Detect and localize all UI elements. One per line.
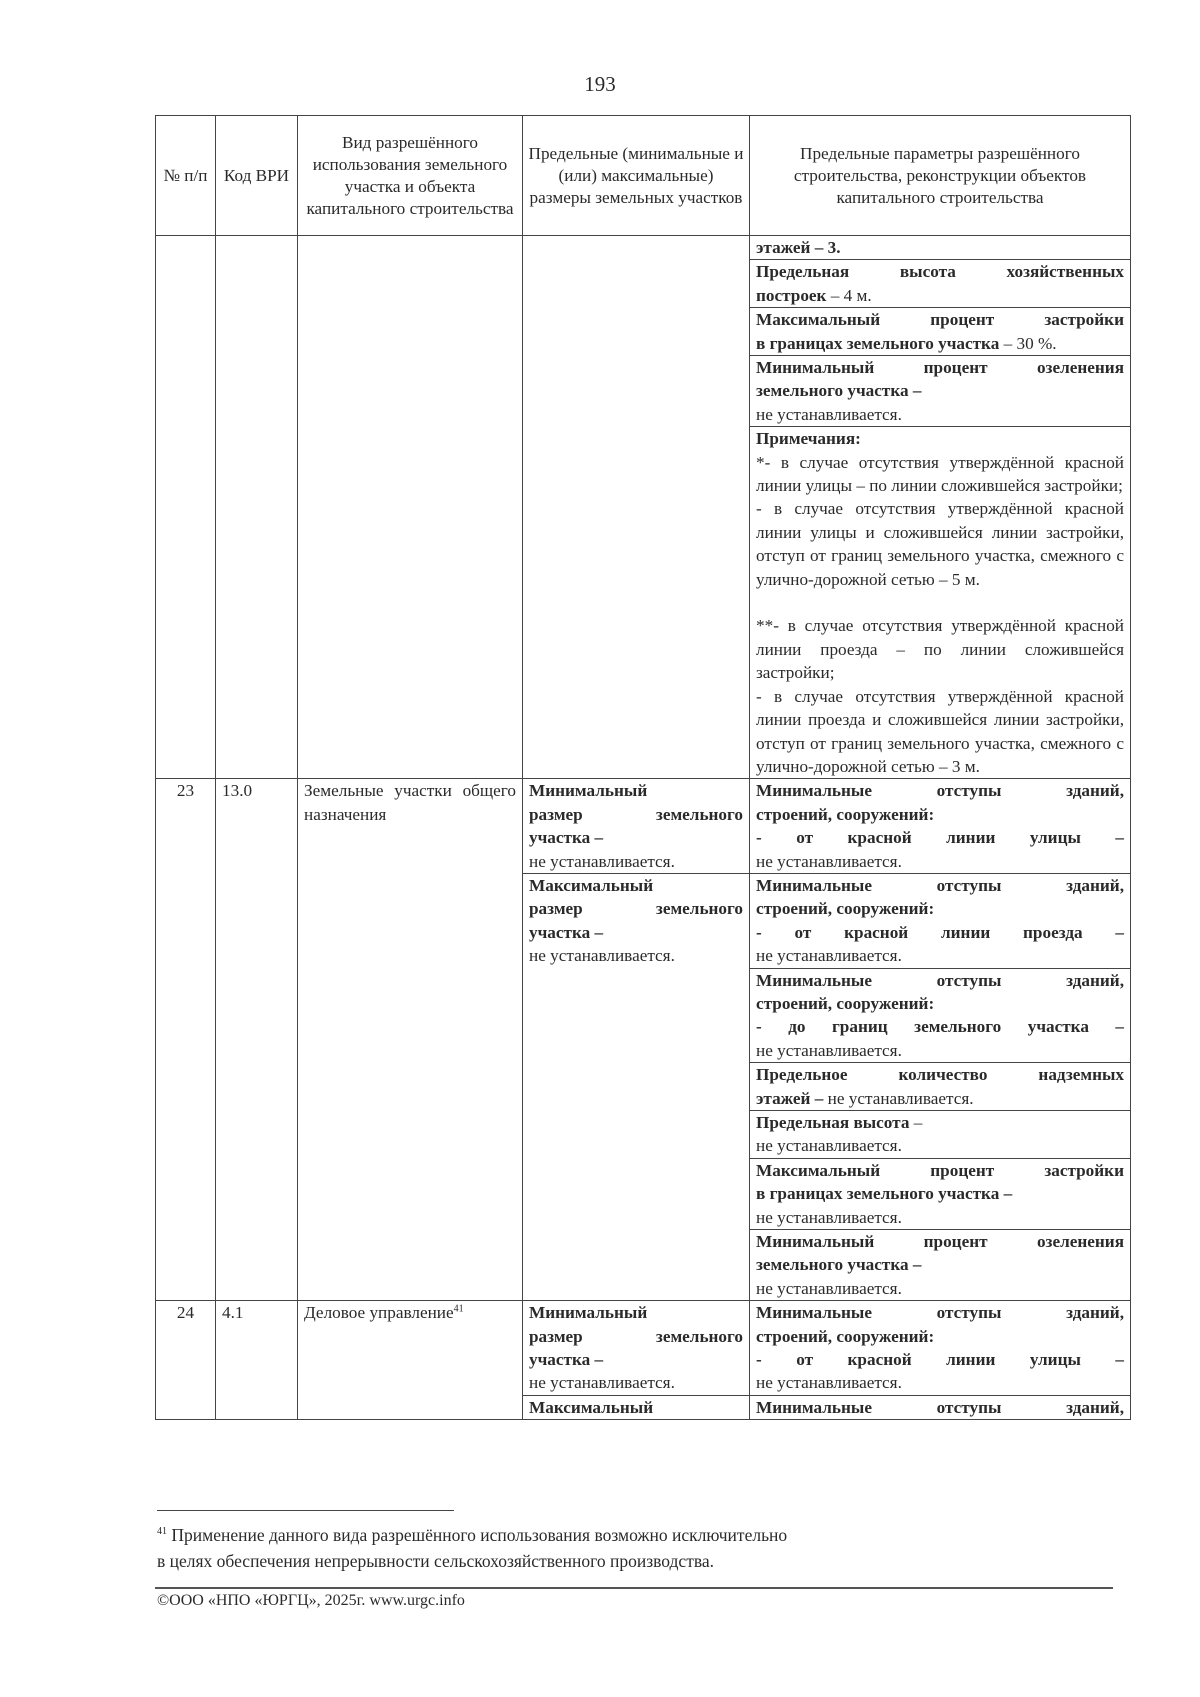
header-parameters: Предельные параметры разрешённого строительства, реконструкции объектов капитального строительства <box>750 116 1131 236</box>
page-number: 193 <box>584 72 616 96</box>
note-item: - в случае отсутствия утверждённой красной линии проезда и сложившейся линии застройки, отступ от границ земельного участка, смежного с улично-дорожной сетью – 3 м. <box>756 686 1124 776</box>
row-number: 23 <box>156 779 216 1301</box>
param-build-percent: Максимальный процент застройки в границах земельного участка – 30 %. <box>750 307 1130 355</box>
table-row <box>156 1301 1131 1420</box>
param-green-percent: Минимальный процент озеленения земельного участка – не устанавливается. <box>750 1229 1130 1300</box>
table-row <box>156 779 1131 1301</box>
footnote-number: 41 <box>157 1526 167 1538</box>
parameters-cell <box>750 1301 1131 1420</box>
row-code: 4.1 <box>216 1301 298 1420</box>
param-build-percent: Максимальный процент застройки в границах земельного участка – не устанавливается. <box>750 1158 1130 1229</box>
param-setback-driveway: Минимальные отступы зданий, строений, сооружений: - от красной линии проезда – не устанавливается. <box>750 873 1130 968</box>
copyright: ©ООО «НПО «ЮРГЦ», 2025г. www.urgc.info <box>157 1592 465 1609</box>
header-use-type: Вид разрешённого использования земельного участка и объекта капитального строительства <box>298 116 523 236</box>
header-plot-sizes: Предельные (минимальные и (или) максимальные) размеры земельных участков <box>523 116 750 236</box>
footnote-ref: 41 <box>453 1303 464 1315</box>
regulations-table <box>155 115 1131 1420</box>
footnote: $^{41}$ Применение данного вида разрешённого использования возможно исключительно в целях обеспечения непрерывности сельскохозяйственного производства. <box>157 1525 788 1571</box>
notes-title: Примечания: <box>756 429 861 449</box>
parameters-cell <box>750 236 1131 779</box>
note-item: **- в случае отсутствия утверждённой красной линии проезда – по линии сложившейся застройки; <box>756 616 1124 683</box>
header-code: Код ВРИ <box>216 116 298 236</box>
footer-divider <box>155 1587 1113 1589</box>
row-use-type: Деловое управление$^{41}$ <box>298 1301 523 1420</box>
note-item: *- в случае отсутствия утверждённой красной линии улицы – по линии сложившейся застройки; <box>756 452 1124 496</box>
max-plot-size: Максимальный <box>523 1395 749 1419</box>
table-row <box>156 236 1131 779</box>
param-setback-street: Минимальные отступы зданий, строений, сооружений: - от красной линии улицы – не устанавливается. <box>756 1303 1124 1393</box>
param-floors: Предельное количество надземных этажей – не устанавливается. <box>750 1062 1130 1110</box>
row-number: 24 <box>156 1301 216 1420</box>
plot-sizes-cell <box>523 779 750 1301</box>
param-height: Предельная высота хозяйственных построек – 4 м. <box>750 259 1130 307</box>
param-setback-driveway: Минимальные отступы зданий, <box>750 1395 1130 1419</box>
max-plot-size: Максимальный размер земельного участка – не устанавливается. <box>523 873 749 968</box>
header-number: № п/п <box>156 116 216 236</box>
param-setback-boundary: Минимальные отступы зданий, строений, сооружений: - до границ земельного участка – не устанавливается. <box>750 968 1130 1063</box>
parameters-cell <box>750 779 1131 1301</box>
plot-sizes-cell <box>523 1301 750 1420</box>
table-header-row <box>156 116 1131 236</box>
param-green-percent: Минимальный процент озеленения земельного участка – не устанавливается. <box>750 355 1130 426</box>
param-height: Предельная высота – не устанавливается. <box>750 1110 1130 1158</box>
notes <box>750 426 1130 778</box>
row-use-type: Земельные участки общего назначения <box>298 779 523 1301</box>
min-plot-size: Минимальный размер земельного участка – не устанавливается. <box>529 781 743 871</box>
param-setback-street: Минимальные отступы зданий, строений, сооружений: - от красной линии улицы – не устанавливается. <box>756 781 1124 871</box>
min-plot-size: Минимальный размер земельного участка – не устанавливается. <box>529 1303 743 1393</box>
footnote-divider <box>157 1510 454 1511</box>
floors-tail: этажей – 3. <box>756 238 841 257</box>
note-item: - в случае отсутствия утверждённой красной линии улицы и сложившейся линии застройки, отступ от границ земельного участка, смежного с улично-дорожной сетью – 5 м. <box>756 499 1124 589</box>
row-code: 13.0 <box>216 779 298 1301</box>
